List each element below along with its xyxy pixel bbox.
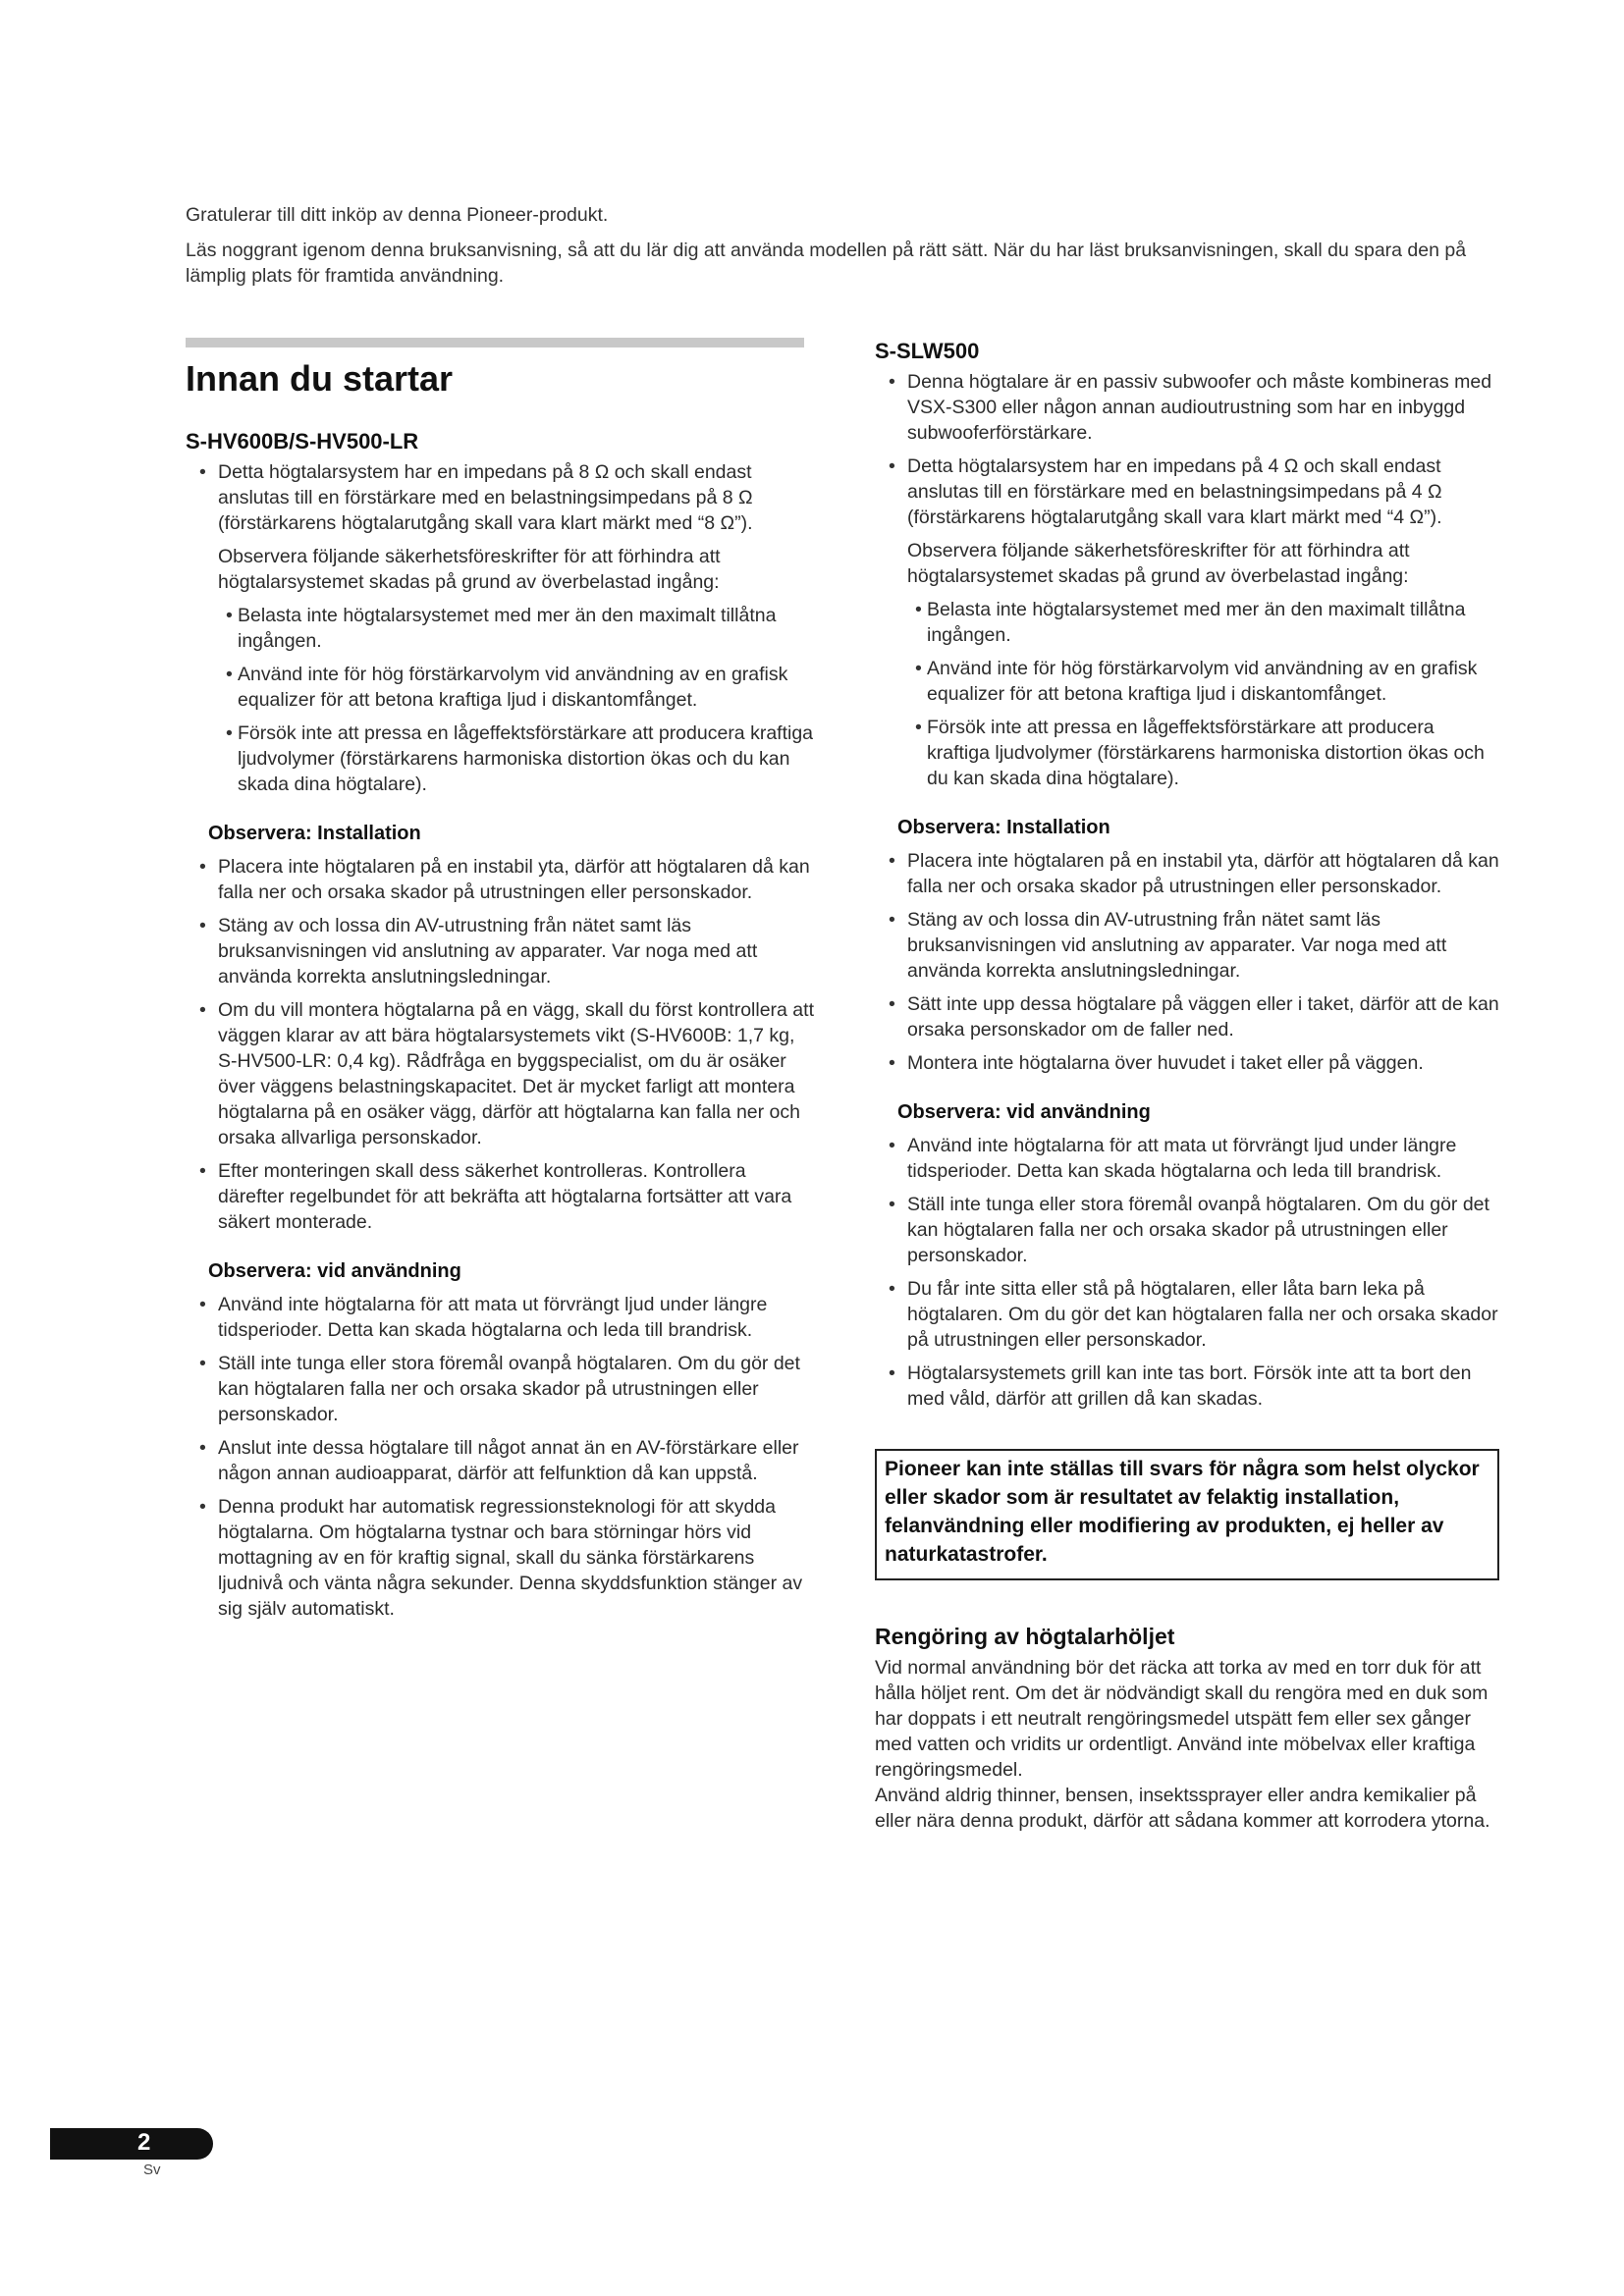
- install-bullet-4: • Efter monteringen skall dess säkerhet kontrolleras. Kontrollera därefter regelbundet för att bekräfta att högtalarna fortsätter att vara säkert monterade.: [186, 1158, 814, 1235]
- intro-text: [186, 202, 1501, 298]
- bullet-impedance: • Detta högtalarsystem har en impedans på 4 Ω och skall endast anslutas till en förstärkare med en belastningsimpedans på 4 Ω (förstärkarens högtalarutgång skall vara klart märkt med “4 Ω”).: [875, 454, 1499, 530]
- usage-heading: Observera: vid användning: [897, 1101, 1151, 1123]
- usage-bullet-1: • Använd inte högtalarna för att mata ut förvrängt ljud under längre tidsperioder. Detta kan skada högtalarna och leda till brandrisk.: [875, 1133, 1499, 1184]
- install-bullet-3: • Om du vill montera högtalarna på en vägg, skall du först kontrollera att väggen klarar av att bära högtalarsystemets vikt (S-HV600B: 1,7 kg, S-HV500-LR: 0,4 kg). Rådfråga en byggspecialist, om du är osäker över väggens belastningskapacitet. Det är mycket farligt att montera högtalarna på en osäker vägg, därför att högtalarna kan falla ner och orsaka allvarliga personskador.: [186, 997, 814, 1150]
- sub-bullet-low-power-amp: • Försök inte att pressa en lågeffektsförstärkare att producera kraftiga ljudvolymer (förstärkarens harmoniska distortion ökas och du kan skada dina högtalare).: [875, 715, 1499, 791]
- sub-bullet-low-power-amp: • Försök inte att pressa en lågeffektsförstärkare att producera kraftiga ljudvolymer (förstärkarens harmoniska distortion ökas och du kan skada dina högtalare).: [186, 721, 814, 797]
- page-number-tab: [50, 2128, 213, 2160]
- precaution-intro: Observera följande säkerhetsföreskrifter för att förhindra att högtalarsystemet skadas på grund av överbelastad ingång:: [218, 546, 721, 593]
- cleaning-paragraph-1: Vid normal användning bör det räcka att torka av med en torr duk för att hålla höljet rent. Om det är nödvändigt skall du rengöra med en duk som har doppats i ett neutralt rengöringsmedel utspätt fem eller sex gånger med vatten och vridits ur ordentligt. Använd inte möbelvax eller kraftiga rengöringsmedel.: [875, 1657, 1489, 1781]
- install-bullet-1: • Placera inte högtalaren på en instabil yta, därför att högtalaren då kan falla ner och orsaka skador på utrustningen eller personskador.: [186, 854, 814, 905]
- intro-line-2: Läs noggrant igenom denna bruksanvisning, så att du lär dig att använda modellen på rätt sätt. När du har läst bruksanvisningen, skall du spara den på lämplig plats för framtida användning.: [186, 240, 1467, 287]
- install-bullet-3: • Sätt inte upp dessa högtalare på väggen eller i taket, därför att de kan orsaka personskador om de faller ned.: [875, 991, 1499, 1042]
- right-column: [875, 338, 1499, 1834]
- install-bullet-2: • Stäng av och lossa din AV-utrustning från nätet samt läs bruksanvisningen vid anslutning av apparater. Var noga med att använda korrekta anslutningsledningar.: [875, 907, 1499, 984]
- sub-bullet-max-input: • Belasta inte högtalarsystemet med mer än den maximalt tillåtna ingången.: [875, 597, 1499, 648]
- cleaning-paragraph-2: Använd aldrig thinner, bensen, insektssprayer eller andra kemikalier på eller nära denna produkt, därför att sådana kommer att korrodera ytorna.: [875, 1785, 1490, 1832]
- install-bullet-4: • Montera inte högtalarna över huvudet i taket eller på väggen.: [875, 1050, 1499, 1076]
- usage-bullet-2: • Ställ inte tunga eller stora föremål ovanpå högtalaren. Om du gör det kan högtalaren falla ner och orsaka skador på utrustningen eller personskador.: [186, 1351, 814, 1427]
- usage-heading: Observera: vid användning: [208, 1260, 461, 1282]
- install-bullet-1: • Placera inte högtalaren på en instabil yta, därför att högtalaren då kan falla ner och orsaka skador på utrustningen eller personskador.: [875, 848, 1499, 899]
- liability-notice-box: Pioneer kan inte ställas till svars för några som helst olyckor eller skador som är resultatet av felaktig installation, felanvändning eller modifiering av produkten, ej heller av naturkatastrofer.: [875, 1449, 1499, 1580]
- section-title: Innan du startar: [186, 358, 454, 399]
- section-divider-bar: [186, 338, 804, 347]
- installation-heading: Observera: Installation: [897, 817, 1110, 838]
- sub-bullet-equalizer: • Använd inte för hög förstärkarvolym vid användning av en grafisk equalizer för att betona kraftiga ljud i diskantomfånget.: [186, 662, 814, 713]
- usage-bullet-2: • Ställ inte tunga eller stora föremål ovanpå högtalaren. Om du gör det kan högtalaren falla ner och orsaka skador på utrustningen eller personskador.: [875, 1192, 1499, 1268]
- usage-bullet-3: • Anslut inte dessa högtalare till något annat än en AV-förstärkare eller någon annan audioapparat, därför att felfunktion då kan uppstå.: [186, 1435, 814, 1486]
- model-title-slw500: S-SLW500: [875, 339, 980, 363]
- language-code: Sv: [143, 2162, 161, 2178]
- model-title-hv600b: S-HV600B/S-HV500-LR: [186, 429, 419, 454]
- left-column: [186, 338, 814, 1629]
- bullet-impedance: • Detta högtalarsystem har en impedans på 8 Ω och skall endast anslutas till en förstärkare med en belastningsimpedans på 8 Ω (förstärkarens högtalarutgång skall vara klart märkt med “8 Ω”).: [186, 459, 814, 536]
- usage-bullet-1: • Använd inte högtalarna för att mata ut förvrängt ljud under längre tidsperioder. Detta kan skada högtalarna och leda till brandrisk.: [186, 1292, 814, 1343]
- sub-bullet-max-input: • Belasta inte högtalarsystemet med mer än den maximalt tillåtna ingången.: [186, 603, 814, 654]
- page-number: 2: [137, 2129, 151, 2156]
- cleaning-heading: Rengöring av högtalarhöljet: [875, 1624, 1175, 1649]
- usage-bullet-3: • Du får inte sitta eller stå på högtalaren, eller låta barn leka på högtalaren. Om du gör det kan högtalaren falla ner och orsaka skador på utrustningen eller personskador.: [875, 1276, 1499, 1353]
- precaution-intro: Observera följande säkerhetsföreskrifter för att förhindra att högtalarsystemet skadas på grund av överbelastad ingång:: [907, 540, 1410, 587]
- bullet-passive-subwoofer: • Denna högtalare är en passiv subwoofer och måste kombineras med VSX-S300 eller någon annan audioutrustning som har en inbyggd subwooferförstärkare.: [875, 369, 1499, 446]
- installation-heading: Observera: Installation: [208, 823, 421, 844]
- sub-bullet-equalizer: • Använd inte för hög förstärkarvolym vid användning av en grafisk equalizer för att betona kraftiga ljud i diskantomfånget.: [875, 656, 1499, 707]
- intro-line-1: Gratulerar till ditt inköp av denna Pioneer-produkt.: [186, 204, 609, 226]
- usage-bullet-4: • Denna produkt har automatisk regressionsteknologi för att skydda högtalarna. Om högtalarna tystnar och bara störningar hörs vid mottagning av en för kraftig signal, skall du sänka förstärkarens ljudnivå och vänta några sekunder. Denna skyddsfunktion stänger av sig själv automatiskt.: [186, 1494, 814, 1622]
- usage-bullet-4: • Högtalarsystemets grill kan inte tas bort. Försök inte att ta bort den med våld, därför att grillen då kan skadas.: [875, 1361, 1499, 1412]
- install-bullet-2: • Stäng av och lossa din AV-utrustning från nätet samt läs bruksanvisningen vid anslutning av apparater. Var noga med att använda korrekta anslutningsledningar.: [186, 913, 814, 989]
